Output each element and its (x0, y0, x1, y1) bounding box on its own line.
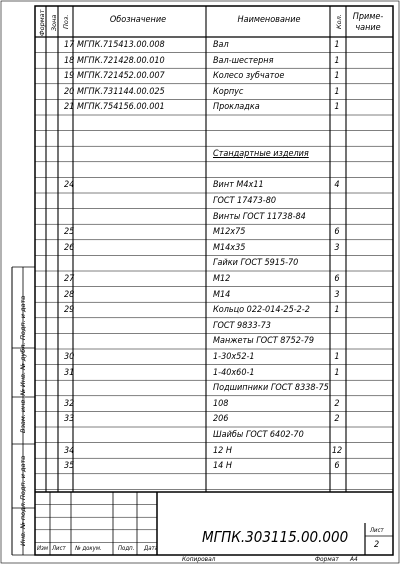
row-name: Шайбы ГОСТ 6402-70 (213, 430, 304, 440)
tb-signature: Подп. (118, 545, 135, 552)
row-pos: 28 (64, 289, 75, 300)
row-qty: 1 (334, 367, 340, 378)
row-name: Колесо зубчатое (213, 71, 285, 82)
row-pos: 17 (64, 40, 75, 50)
row-name: ГОСТ 17473-80 (213, 196, 277, 206)
row-name: Вал (213, 40, 229, 50)
row-name: Винт М4х11 (213, 180, 264, 191)
stamp-replacement-inv: Взам. инв. № (19, 388, 27, 433)
row-name: Корпус (213, 86, 244, 97)
header-note-line2: чание (355, 23, 381, 33)
row-name: Винты ГОСТ 11738-84 (213, 211, 306, 222)
row-name: М14 (213, 289, 231, 300)
header-zone: Зона (50, 14, 58, 31)
sheet-number: 2 (374, 540, 380, 550)
row-qty: 1 (334, 102, 340, 113)
row-pos: 34 (64, 445, 75, 456)
row-designation: МГПК.754156.00.001 (77, 102, 165, 113)
footer-copied: Копировал (182, 555, 216, 563)
row-qty: 3 (334, 289, 340, 300)
tb-doc-no: № докум. (75, 545, 102, 552)
row-qty: 1 (334, 86, 340, 97)
header-format: Формат (38, 9, 46, 36)
stamp-duplicate-inv: Инв. № дубл. (19, 342, 27, 387)
tb-sheet-col: Лист (52, 545, 66, 552)
row-qty: 1 (334, 55, 340, 66)
row-designation: МГПК.715413.00.008 (77, 40, 165, 50)
row-pos: 27 (64, 274, 75, 284)
row-pos: 21 (64, 102, 75, 113)
section-title: Стандартные изделия (213, 149, 309, 160)
row-name: 1-40х60-1 (213, 367, 255, 378)
row-qty: 2 (334, 398, 340, 409)
row-pos: 31 (64, 367, 75, 378)
footer-format-label: Формат (315, 555, 339, 563)
stamp-signature-date-2: Подп. и дата (19, 295, 27, 340)
row-qty: 6 (334, 461, 340, 472)
tb-sheet-label: Лист (370, 527, 384, 534)
row-pos: 19 (64, 71, 75, 82)
header-name: Наименование (237, 15, 301, 25)
stamp-signature-date-1: Подп. и дата (19, 455, 27, 500)
header-designation: Обозначение (109, 15, 167, 25)
row-name: Подшипники ГОСТ 8338-75 (213, 383, 329, 394)
stamp-inv-original: Инв. № подл. (19, 501, 27, 546)
row-name: Кольцо 022-014-25-2-2 (213, 305, 310, 316)
tb-date: Дата (144, 545, 158, 552)
row-name: М12 (213, 274, 231, 284)
row-pos: 18 (64, 55, 75, 66)
row-pos: 20 (64, 86, 75, 97)
header-note-line1: Приме- (352, 12, 384, 22)
row-name: 1-30х52-1 (213, 352, 255, 362)
row-name: М12х75 (213, 227, 246, 238)
row-designation: МГПК.721452.00.007 (77, 71, 165, 82)
row-pos: 32 (64, 398, 75, 409)
row-pos: 33 (64, 414, 75, 425)
row-name: ГОСТ 9833-73 (213, 320, 271, 331)
row-name: 206 (213, 414, 229, 425)
row-qty: 1 (334, 352, 340, 362)
row-name: 12 Н (213, 445, 232, 456)
row-pos: 25 (64, 227, 75, 238)
row-pos: 29 (64, 305, 75, 316)
row-qty: 2 (334, 414, 340, 425)
tb-change: Изм (37, 545, 48, 552)
row-name: 108 (213, 398, 229, 409)
row-designation: МГПК.721428.00.010 (77, 55, 165, 66)
row-qty: 1 (334, 305, 340, 316)
row-name: 14 Н (213, 461, 232, 472)
row-qty: 6 (334, 227, 340, 238)
row-qty: 1 (334, 40, 340, 50)
document-code: МГПК.303115.00.000 (202, 528, 349, 546)
row-pos: 24 (64, 180, 75, 191)
header-qty: Кол. (335, 14, 343, 29)
row-name: М14х35 (213, 242, 246, 253)
row-name: Прокладка (213, 102, 260, 113)
row-qty: 12 (331, 445, 343, 456)
row-pos: 26 (64, 242, 75, 253)
row-pos: 35 (64, 461, 75, 472)
row-name: Вал-шестерня (213, 55, 274, 66)
row-qty: 4 (334, 180, 340, 191)
footer-format-value: А4 (350, 555, 358, 563)
row-qty: 1 (334, 71, 340, 82)
row-qty: 6 (334, 274, 340, 284)
header-pos: Поз. (62, 14, 70, 29)
row-name: Гайки ГОСТ 5915-70 (213, 258, 299, 269)
row-qty: 3 (334, 242, 340, 253)
row-designation: МГПК.731144.00.025 (77, 86, 165, 97)
row-name: Манжеты ГОСТ 8752-79 (213, 336, 315, 347)
row-pos: 30 (64, 352, 75, 362)
